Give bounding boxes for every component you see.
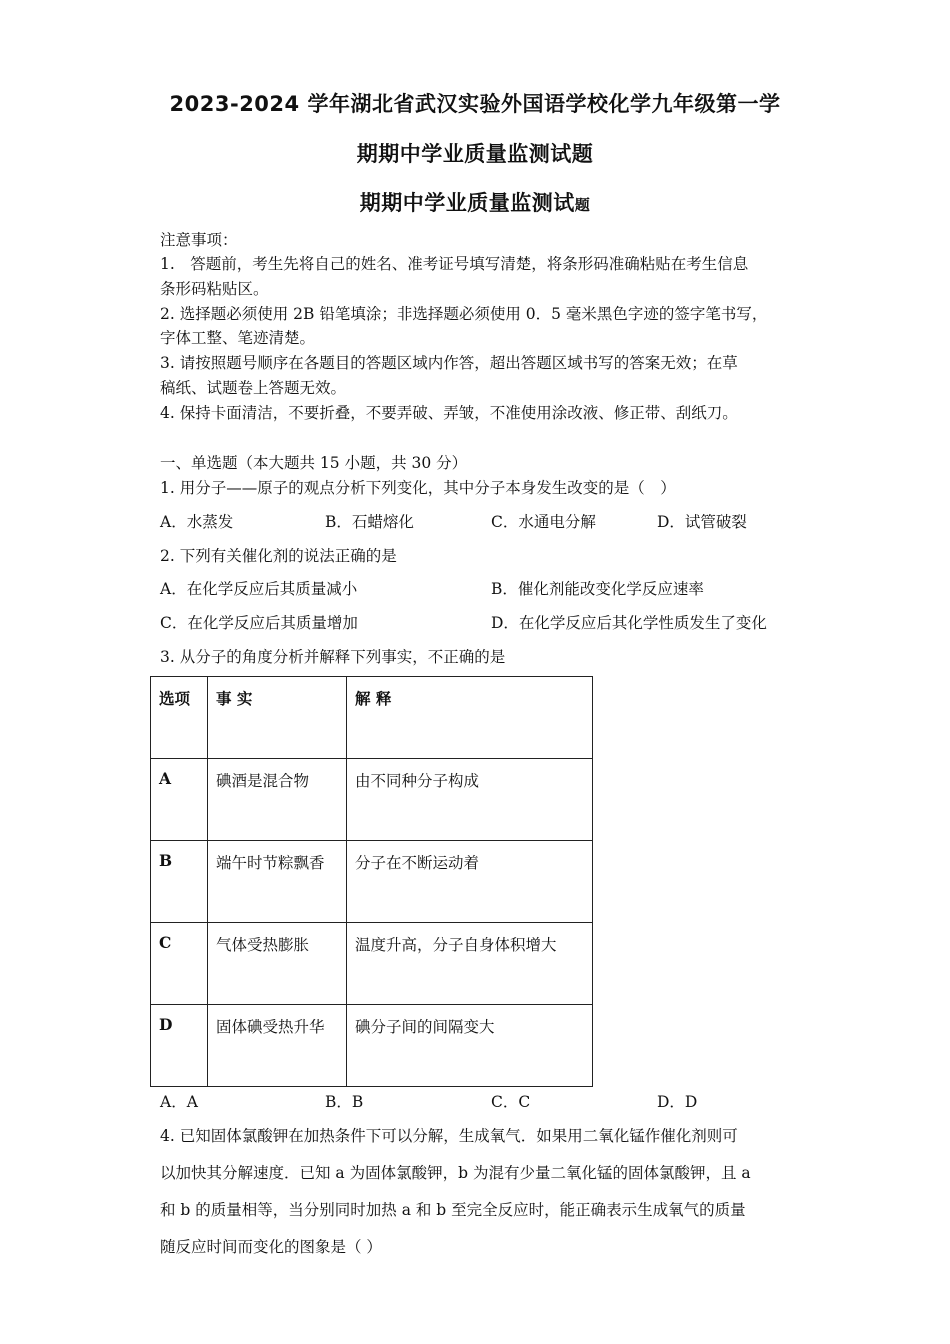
- q1-option-a: A．水蒸发: [160, 513, 234, 531]
- q4-line2: 以加快其分解速度．已知 a 为固体氯酸钾，b 为混有少量二氧化锰的固体氯酸钾，且 a: [160, 1164, 751, 1182]
- notice-item3-a: 3. 请按照题号顺序在各题目的答题区域内作答，超出答题区域书写的答案无效；在草: [160, 354, 738, 372]
- notice-item3-b: 稿纸、试题卷上答题无效。: [160, 379, 347, 397]
- table-header-cell: 选项: [151, 677, 208, 759]
- section1-heading: 一、单选题（本大题共 15 小题，共 30 分）: [160, 454, 468, 472]
- notice-item2-b: 字体工整、笔迹清楚。: [160, 329, 316, 347]
- table-cell: 温度升高，分子自身体积增大: [347, 923, 593, 1005]
- table-cell: 固体碘受热升华: [208, 1005, 347, 1087]
- table-row: [151, 759, 593, 841]
- q3-option-d: D．D: [657, 1093, 698, 1111]
- notice-item1-a: 1. 答题前，考生先将自己的姓名、准考证号填写清楚，将条形码准确粘贴在考生信息: [160, 255, 749, 273]
- table-header-cell: 事 实: [208, 677, 347, 759]
- table-cell: 端午时节粽飘香: [208, 841, 347, 923]
- table-row: [151, 841, 593, 923]
- table-cell: C: [151, 923, 208, 1005]
- table-header-row: [151, 677, 593, 759]
- q4-line3: 和 b 的质量相等，当分别同时加热 a 和 b 至完全反应时，能正确表示生成氧气的质量: [160, 1201, 746, 1219]
- table-header-cell: 解 释: [347, 677, 593, 759]
- q1-stem: 1. 用分子——原子的观点分析下列变化，其中分子本身发生改变的是（ ）: [160, 479, 676, 497]
- q1-option-d: D．试管破裂: [657, 513, 747, 531]
- q1-option-c: C．水通电分解: [491, 513, 596, 531]
- table-cell: D: [151, 1005, 208, 1087]
- table-cell: 碘酒是混合物: [208, 759, 347, 841]
- q3-option-c: C．C: [491, 1093, 531, 1111]
- exam-title-line3-small: 题: [574, 196, 591, 214]
- q4-line1: 4. 已知固体氯酸钾在加热条件下可以分解，生成氧气．如果用二氧化锰作催化剂则可: [160, 1127, 738, 1145]
- notice-heading: 注意事项：: [160, 231, 238, 249]
- q2-option-c: C．在化学反应后其质量增加: [160, 614, 358, 632]
- table-row: [151, 1005, 593, 1087]
- q3-option-b: B．B: [325, 1093, 364, 1111]
- table-cell: 碘分子间的间隔变大: [347, 1005, 593, 1087]
- q2-option-d: D．在化学反应后其化学性质发生了变化: [491, 614, 767, 632]
- exam-title-line1: 2023-2024 学年湖北省武汉实验外国语学校化学九年级第一学: [169, 92, 781, 116]
- table-cell: B: [151, 841, 208, 923]
- table-cell: 由不同种分子构成: [347, 759, 593, 841]
- q3-facts-table: [150, 676, 593, 1087]
- exam-title-line3-main: 期期中学业质量监测试: [359, 191, 575, 215]
- exam-title-line3: [0, 187, 950, 217]
- exam-title-line2: 期期中学业质量监测试题: [356, 142, 594, 166]
- q3-option-a: A．A: [160, 1093, 198, 1111]
- q3-stem: 3. 从分子的角度分析并解释下列事实，不正确的是: [160, 648, 506, 666]
- table-cell: 分子在不断运动着: [347, 841, 593, 923]
- q2-stem: 2. 下列有关催化剂的说法正确的是: [160, 547, 397, 565]
- table-cell: A: [151, 759, 208, 841]
- table-row: [151, 923, 593, 1005]
- q2-option-b: B．催化剂能改变化学反应速率: [491, 580, 704, 598]
- notice-item4: 4. 保持卡面清洁，不要折叠，不要弄破、弄皱，不准使用涂改液、修正带、刮纸刀。: [160, 404, 738, 422]
- notice-item2-a: 2. 选择题必须使用 2B 铅笔填涂；非选择题必须使用 0．5 毫米黑色字迹的签字笔书写，: [160, 305, 768, 323]
- q2-option-a: A．在化学反应后其质量减小: [160, 580, 358, 598]
- q1-option-b: B．石蜡熔化: [325, 513, 414, 531]
- table-cell: 气体受热膨胀: [208, 923, 347, 1005]
- notice-item1-b: 条形码粘贴区。: [160, 280, 269, 298]
- q4-line4: 随反应时间而变化的图象是（ ）: [160, 1238, 382, 1256]
